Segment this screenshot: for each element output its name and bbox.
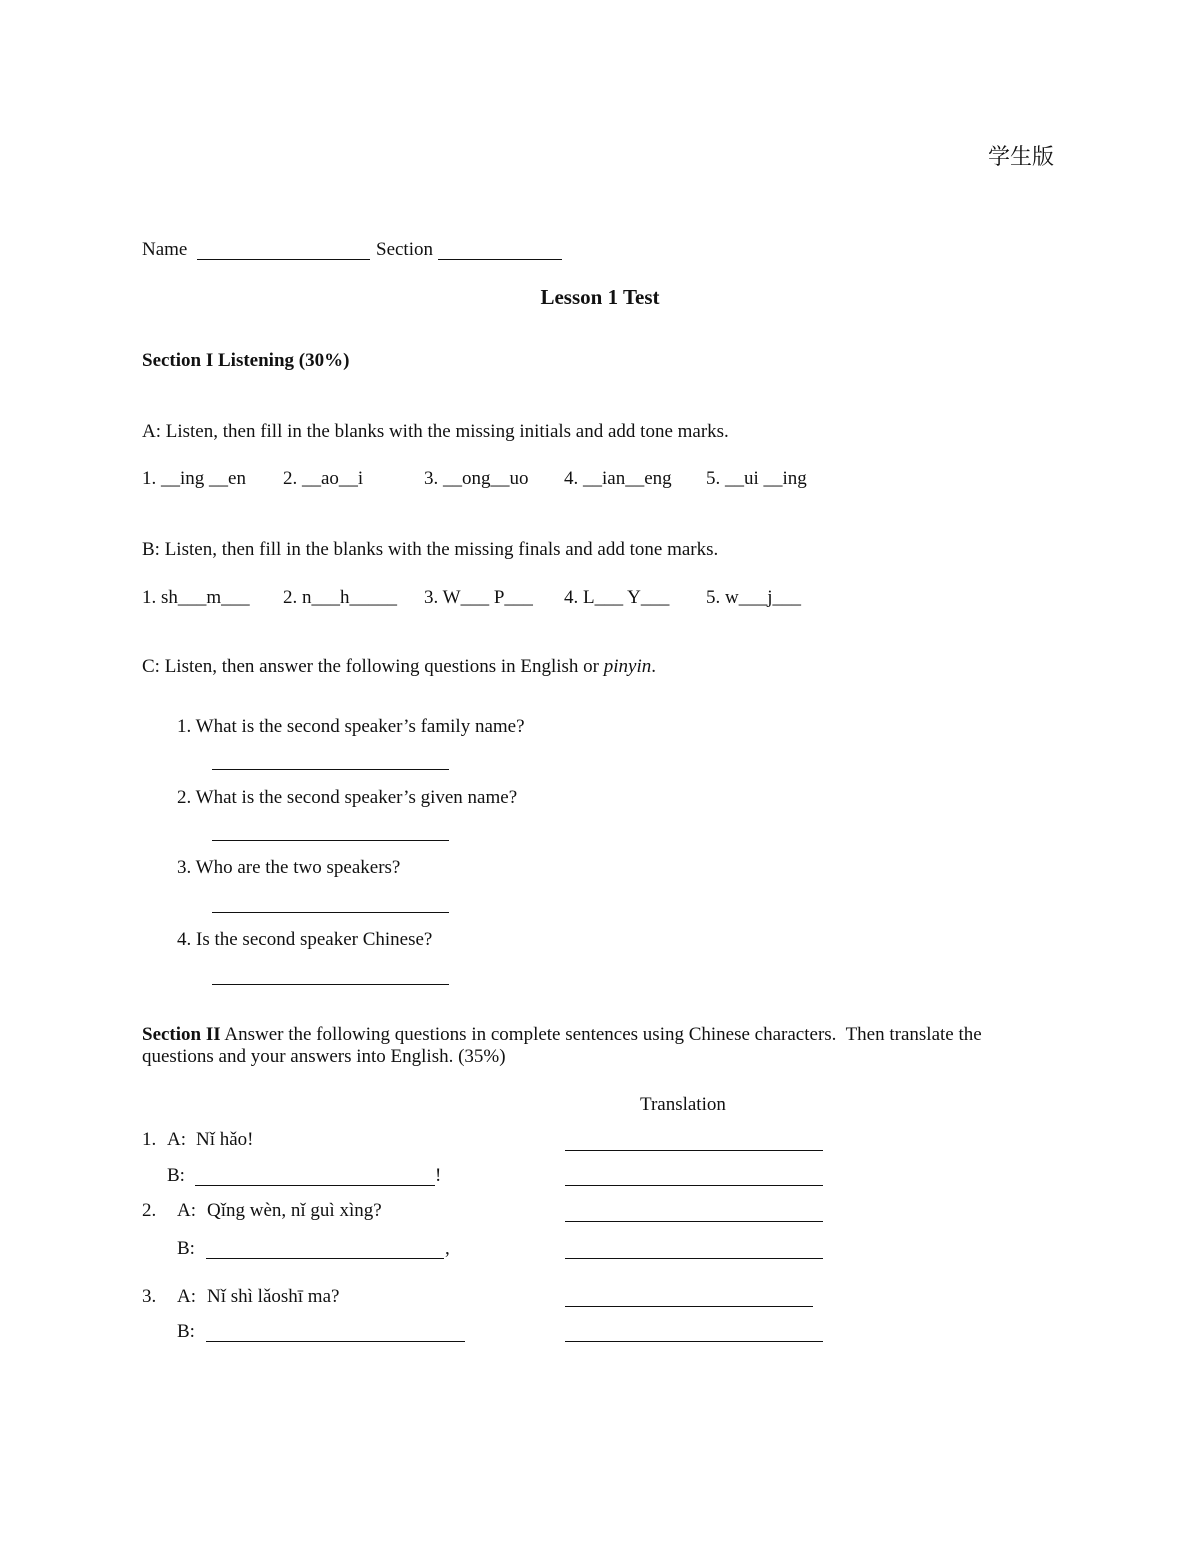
partC-answer-1[interactable] bbox=[212, 769, 449, 770]
partB-item-5: 5. w___j___ bbox=[706, 587, 801, 608]
partC-question-3: 3. Who are the two speakers? bbox=[177, 857, 401, 878]
partC-answer-3[interactable] bbox=[212, 912, 449, 913]
partC-instruction-italic: pinyin bbox=[603, 656, 652, 677]
item-2-number: 2. bbox=[142, 1200, 157, 1221]
partA-item-1: 1. __ing __en bbox=[142, 468, 246, 489]
item-3-number: 3. bbox=[142, 1286, 157, 1307]
item-3-b-answer-blank[interactable] bbox=[206, 1341, 465, 1342]
translation-header: Translation bbox=[640, 1094, 726, 1115]
partB-item-1: 1. sh___m___ bbox=[142, 587, 250, 608]
section2-instruction-line1: Answer the following questions in complete sentences using Chinese characters. Then translate the bbox=[220, 1024, 982, 1045]
edition-label: 学生版 bbox=[988, 145, 1055, 170]
item-1-a-text: Nǐ hǎo! bbox=[196, 1129, 254, 1150]
item-3-a-label: A: bbox=[177, 1286, 196, 1307]
item-1-b-answer-blank[interactable] bbox=[195, 1185, 435, 1186]
partC-instruction bbox=[142, 657, 656, 676]
item-1-b-suffix: ! bbox=[435, 1165, 442, 1186]
section-label: Section bbox=[376, 239, 433, 260]
partA-item-4: 4. __ian__eng bbox=[564, 468, 672, 489]
item-1-number: 1. bbox=[142, 1129, 157, 1150]
partB-instruction: B: Listen, then fill in the blanks with the missing finals and add tone marks. bbox=[142, 539, 719, 560]
item-1-a-translation-blank[interactable] bbox=[565, 1150, 823, 1151]
item-2-a-text: Qǐng wèn, nǐ guì xìng? bbox=[207, 1200, 382, 1221]
partA-item-3: 3. __ong__uo bbox=[424, 468, 529, 489]
partC-question-2: 2. What is the second speaker’s given name? bbox=[177, 787, 518, 808]
section2-heading: Section II bbox=[142, 1024, 221, 1045]
partA-item-5: 5. __ui __ing bbox=[706, 468, 807, 489]
partB-item-4: 4. L___ Y___ bbox=[564, 587, 670, 608]
item-1-b-translation-blank[interactable] bbox=[565, 1185, 823, 1186]
partB-item-2: 2. n___h_____ bbox=[283, 587, 397, 608]
partC-instruction-prefix: C: Listen, then answer the following questions in English or bbox=[142, 656, 604, 677]
partC-answer-2[interactable] bbox=[212, 840, 449, 841]
item-1-a-label: A: bbox=[167, 1129, 186, 1150]
partA-instruction: A: Listen, then fill in the blanks with the missing initials and add tone marks. bbox=[142, 421, 729, 442]
page-title: Lesson 1 Test bbox=[540, 285, 660, 309]
item-3-b-label: B: bbox=[177, 1321, 195, 1342]
partB-item-3: 3. W___ P___ bbox=[424, 587, 533, 608]
item-3-a-text: Nǐ shì lǎoshī ma? bbox=[207, 1286, 340, 1307]
item-2-a-translation-blank[interactable] bbox=[565, 1221, 823, 1222]
section2-instruction-line2: questions and your answers into English. (35%) bbox=[142, 1046, 506, 1067]
partC-question-4: 4. Is the second speaker Chinese? bbox=[177, 929, 433, 950]
section2-instruction bbox=[142, 1025, 982, 1044]
partC-instruction-suffix: . bbox=[651, 656, 657, 677]
item-2-b-translation-blank[interactable] bbox=[565, 1258, 823, 1259]
item-3-b-translation-blank[interactable] bbox=[565, 1341, 823, 1342]
item-2-b-suffix: , bbox=[445, 1238, 450, 1259]
item-1-b-label: B: bbox=[167, 1165, 185, 1186]
section-blank[interactable] bbox=[438, 259, 562, 260]
partA-item-2: 2. __ao__i bbox=[283, 468, 364, 489]
partC-question-1: 1. What is the second speaker’s family name? bbox=[177, 716, 525, 737]
section1-heading: Section I Listening (30%) bbox=[142, 350, 350, 371]
item-2-a-label: A: bbox=[177, 1200, 196, 1221]
item-3-a-translation-blank[interactable] bbox=[565, 1306, 813, 1307]
partC-answer-4[interactable] bbox=[212, 984, 449, 985]
item-2-b-answer-blank[interactable] bbox=[206, 1258, 444, 1259]
name-blank[interactable] bbox=[197, 259, 370, 260]
name-label: Name bbox=[142, 239, 193, 260]
item-2-b-label: B: bbox=[177, 1238, 195, 1259]
